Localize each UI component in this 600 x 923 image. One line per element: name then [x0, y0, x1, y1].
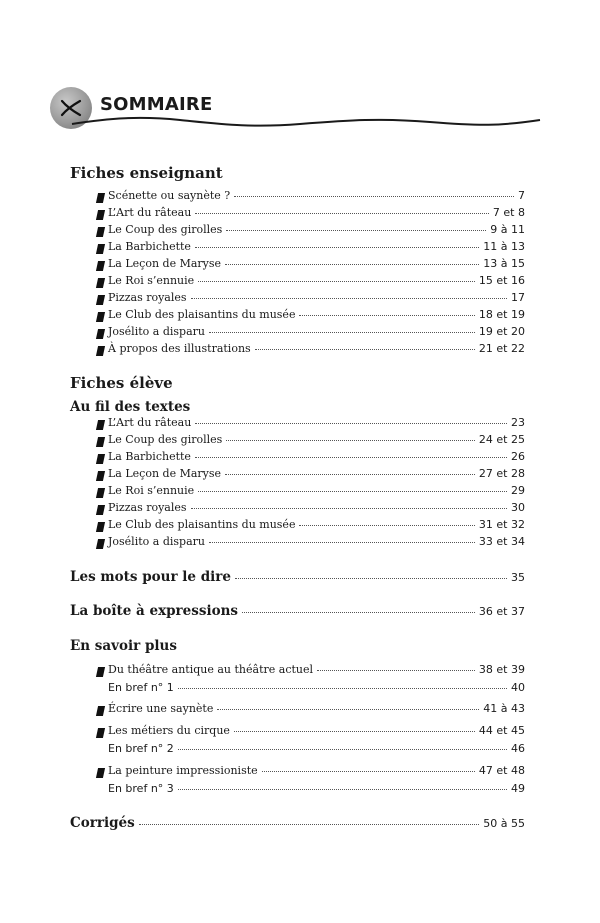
- toc-row[interactable]: À propos des illustrations 21 et 22: [97, 342, 525, 359]
- bullet-icon: [96, 667, 105, 677]
- toc-row[interactable]: Josélito a disparu 19 et 20: [97, 325, 525, 342]
- bullet-icon: [96, 193, 105, 203]
- bullet-icon: [96, 420, 105, 430]
- subsection-heading-au-fil-des-textes: Au fil des textes: [70, 399, 191, 415]
- toc-row[interactable]: Écrire une saynète 41 à 43: [97, 702, 525, 719]
- header-wave-line: [0, 112, 600, 132]
- toc-row[interactable]: Pizzas royales 30: [97, 501, 525, 518]
- toc-row[interactable]: Le Coup des girolles 9 à 11: [97, 223, 525, 240]
- toc-row[interactable]: Scénette ou saynète ? 7: [97, 189, 525, 206]
- toc-row[interactable]: Les métiers du cirque 44 et 45: [97, 724, 525, 741]
- toc-row-mots-pour-le-dire[interactable]: Les mots pour le dire 35: [70, 569, 525, 585]
- page-header: [0, 0, 600, 140]
- bullet-icon: [96, 227, 105, 237]
- toc-row[interactable]: En bref n° 3 49: [108, 782, 525, 795]
- bullet-icon: [96, 522, 105, 532]
- bullet-icon: [96, 244, 105, 254]
- toc-row[interactable]: La peinture impressioniste 47 et 48: [97, 764, 525, 781]
- toc-row[interactable]: Le Roi s’ennuie 29: [97, 484, 525, 501]
- toc-row[interactable]: L’Art du râteau 23: [97, 416, 525, 433]
- toc-row[interactable]: Josélito a disparu 33 et 34: [97, 535, 525, 552]
- toc-row[interactable]: La Barbichette 26: [97, 450, 525, 467]
- toc-row[interactable]: La Leçon de Maryse 27 et 28: [97, 467, 525, 484]
- toc-row[interactable]: Le Coup des girolles 24 et 25: [97, 433, 525, 450]
- bullet-icon: [96, 488, 105, 498]
- toc-row[interactable]: Le Club des plaisantins du musée 18 et 19: [97, 308, 525, 325]
- toc-row[interactable]: La Leçon de Maryse 13 à 15: [97, 257, 525, 274]
- toc-row[interactable]: La Barbichette 11 à 13: [97, 240, 525, 257]
- bullet-icon: [96, 471, 105, 481]
- bullet-icon: [96, 329, 105, 339]
- section-heading-fiches-eleve: Fiches élève: [70, 374, 173, 392]
- section-heading-fiches-enseignant: Fiches enseignant: [70, 164, 223, 182]
- bullet-icon: [96, 346, 105, 356]
- bullet-icon: [96, 454, 105, 464]
- bullet-icon: [96, 437, 105, 447]
- toc-row[interactable]: L’Art du râteau 7 et 8: [97, 206, 525, 223]
- bullet-icon: [96, 505, 105, 515]
- toc-row[interactable]: Le Roi s’ennuie 15 et 16: [97, 274, 525, 291]
- bullet-icon: [96, 728, 105, 738]
- toc-row-boite-a-expressions[interactable]: La boîte à expressions 36 et 37: [70, 603, 525, 619]
- toc-row[interactable]: En bref n° 1 40: [108, 681, 525, 694]
- toc-row[interactable]: Le Club des plaisantins du musée 31 et 32: [97, 518, 525, 535]
- page-title: SOMMAIRE: [100, 94, 213, 115]
- bullet-icon: [96, 295, 105, 305]
- bullet-icon: [96, 278, 105, 288]
- bullet-icon: [96, 312, 105, 322]
- toc-row[interactable]: Pizzas royales 17: [97, 291, 525, 308]
- bullet-icon: [96, 768, 105, 778]
- bullet-icon: [96, 706, 105, 716]
- bullet-icon: [96, 261, 105, 271]
- section-heading-en-savoir-plus: En savoir plus: [70, 638, 177, 654]
- bullet-icon: [96, 539, 105, 549]
- toc-row[interactable]: Du théâtre antique au théâtre actuel 38 et 39: [97, 663, 525, 680]
- toc-row[interactable]: En bref n° 2 46: [108, 742, 525, 755]
- toc-row-corriges[interactable]: Corrigés 50 à 55: [70, 815, 525, 831]
- bullet-icon: [96, 210, 105, 220]
